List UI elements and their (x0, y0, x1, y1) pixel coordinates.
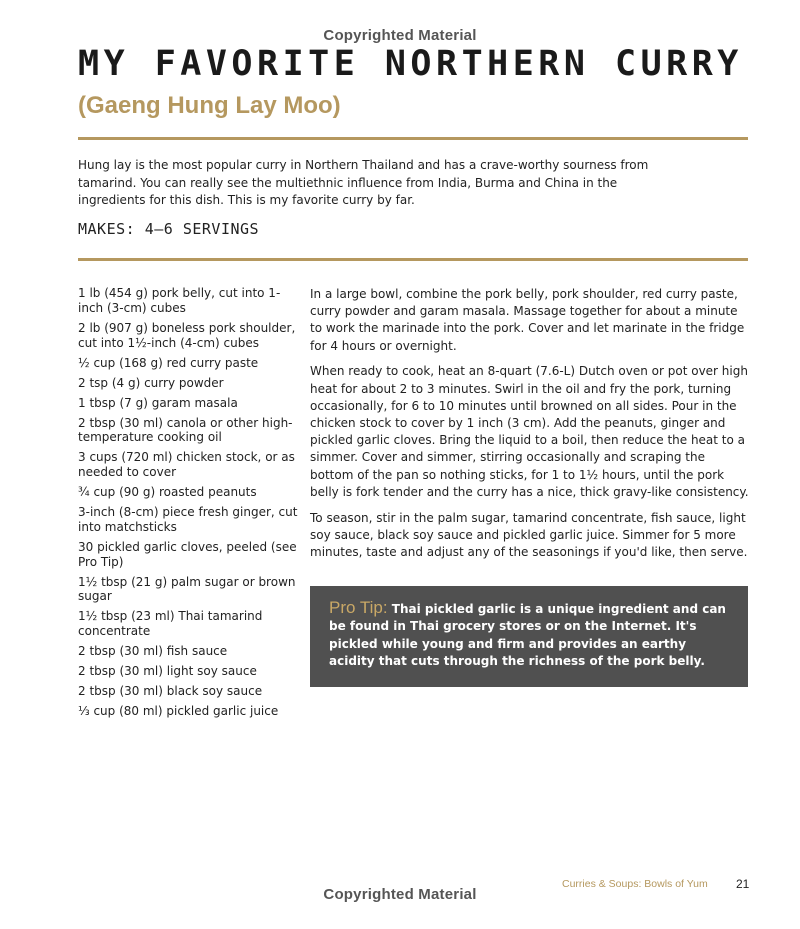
recipe-intro: Hung lay is the most popular curry in Northern Thailand and has a crave-worthy sourness from tamarind. You can really see the multiethnic influence from India, Burma and China in the ingredients for this dish. This is my favorite curry by far. (78, 158, 649, 208)
method-step: When ready to cook, heat an 8-quart (7.6-L) Dutch oven or pot over high heat for about 2 to 3 minutes. Swirl in the oil and fry the pork, turning occasionally, for 6 to 10 minutes until browned on all sides. Pour in the chicken stock to cover by 1 inch (3 cm). Add the peanuts, ginger and pickled garlic cloves. Bring the liquid to a boil, then reduce the heat to a simmer. Cover and simmer, stirring occasionally and scraping the bottom of the pan so nothing sticks, for 1 to 1½ hours, until the pork belly is fork tender and the curry has a nice, thick gravy-like consistency. (310, 364, 749, 499)
pro-tip-text: Thai pickled garlic is a unique ingredient and can be found in Thai grocery stores or on the Internet. It's pickled while young and firm and provides an earthy acidity that cuts through the richness of the pork belly. (329, 602, 726, 669)
ingredient-item: 30 pickled garlic cloves, peeled (see Pro Tip) (78, 539, 297, 569)
ingredient-item: 2 tbsp (30 ml) black soy sauce (78, 684, 263, 699)
ingredient-item: 1 lb (454 g) pork belly, cut into 1-inch (3-cm) cubes (78, 286, 281, 315)
recipe-subtitle: (Gaeng Hung Lay Moo) (78, 92, 341, 119)
ingredient-item: 3-inch (8-cm) piece fresh ginger, cut into matchsticks (78, 505, 298, 534)
footer-section-title: Curries & Soups: Bowls of Yum (562, 878, 708, 890)
watermark-top: Copyrighted Material (323, 27, 477, 44)
ingredient-item: 1½ tbsp (21 g) palm sugar or brown sugar (78, 574, 296, 604)
pro-tip-label: Pro Tip: (329, 598, 388, 617)
ingredient-list (78, 286, 300, 724)
ingredient-item: 2 lb (907 g) boneless pork shoulder, cut into 1½-inch (4-cm) cubes (78, 320, 296, 350)
pro-tip-content (329, 599, 730, 671)
ingredient-item: ⅓ cup (80 ml) pickled garlic juice (78, 704, 279, 719)
ingredient-item: 2 tsp (4 g) curry powder (78, 375, 224, 390)
pro-tip-box (310, 586, 748, 687)
method-step: To season, stir in the palm sugar, tamarind concentrate, fish sauce, light soy sauce, black soy sauce and pickled garlic juice. Simmer for 5 more minutes, taste and adjust any of the seasonings if you'd like, then serve. (310, 510, 748, 560)
ingredient-item: 1½ tbsp (23 ml) Thai tamarind concentrate (78, 609, 263, 639)
header-divider (78, 137, 748, 140)
section-divider (78, 258, 748, 261)
ingredient-item: 3 cups (720 ml) chicken stock, or as needed to cover (78, 450, 295, 480)
watermark-bottom: Copyrighted Material (323, 886, 477, 903)
servings-label: MAKES: 4–6 SERVINGS (78, 220, 260, 238)
page-number: 21 (736, 877, 750, 891)
ingredient-item: 1 tbsp (7 g) garam masala (78, 395, 238, 410)
ingredient-item: 2 tbsp (30 ml) light soy sauce (78, 664, 257, 679)
recipe-title: MY FAVORITE NORTHERN CURRY (78, 44, 743, 84)
method-step: In a large bowl, combine the pork belly, pork shoulder, red curry paste, curry powder and garam masala. Massage together for about a minute to work the marinade into the pork. Cover and let marinate in the fridge for 4 hours or overnight. (310, 287, 745, 353)
ingredient-item: 2 tbsp (30 ml) canola or other high-temperature cooking oil (78, 415, 293, 445)
ingredient-item: ½ cup (168 g) red curry paste (78, 355, 259, 370)
method-column (310, 286, 750, 570)
ingredient-item: 2 tbsp (30 ml) fish sauce (78, 644, 228, 659)
ingredient-item: ¾ cup (90 g) roasted peanuts (78, 485, 257, 500)
